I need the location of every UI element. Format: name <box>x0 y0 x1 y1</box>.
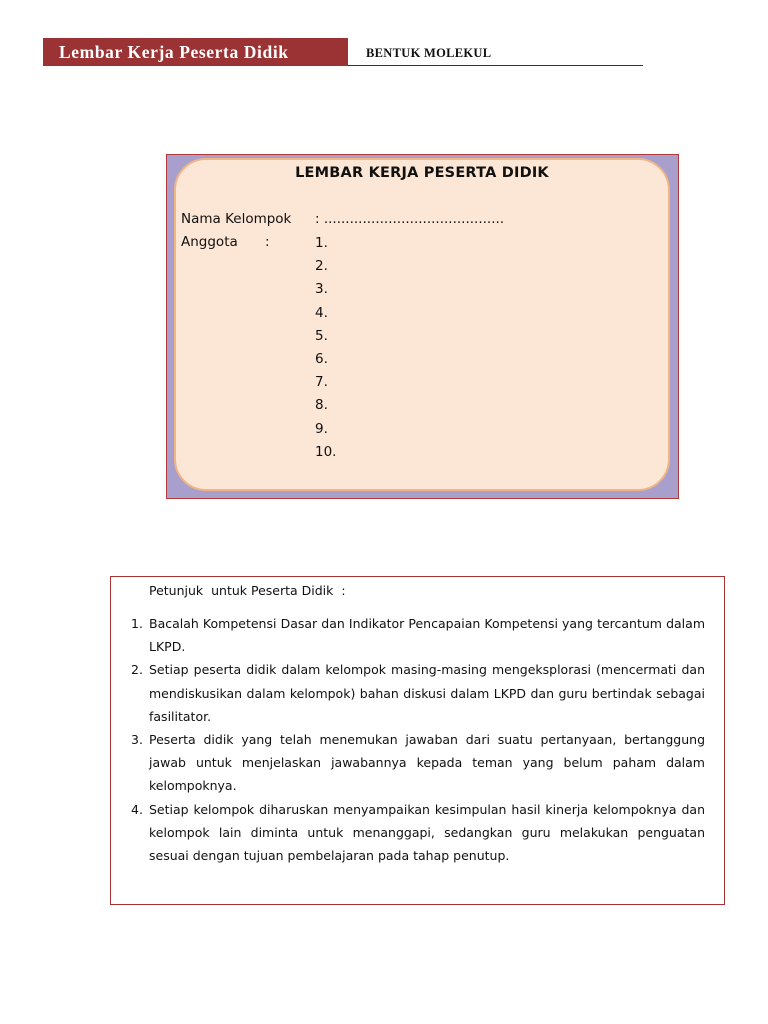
instruction-item <box>125 658 705 728</box>
instruction-number: 4. <box>131 801 143 817</box>
members-list <box>315 232 336 464</box>
header-underline <box>348 65 643 66</box>
members-colon: : <box>265 234 270 250</box>
worksheet-card-inner <box>174 158 670 491</box>
member-item: 6. <box>315 350 328 367</box>
member-item: 1. <box>315 235 328 251</box>
card-title: LEMBAR KERJA PESERTA DIDIK <box>295 165 549 181</box>
member-item: 9. <box>315 420 328 437</box>
member-item: 4. <box>315 304 328 321</box>
member-item: 10. <box>315 443 337 460</box>
group-name-field: : .......................................... <box>315 211 505 227</box>
instruction-text: Setiap kelompok diharuskan menyampaikan kesimpulan hasil kinerja kelompoknya dan kelompok lain diminta untuk menanggapi, sedangkan guru melakukan penguatan sesuai dengan tujuan pembelajaran pada tahap penutup. <box>149 801 705 864</box>
member-item: 7. <box>315 374 328 391</box>
instructions-list <box>125 612 705 867</box>
instruction-item <box>125 798 705 868</box>
instruction-text: Peserta didik yang telah menemukan jawaban dari suatu pertanyaan, bertanggung jawab untuk menjelaskan jawabannya kepada teman yang belum paham dalam kelompoknya. <box>149 732 705 794</box>
instructions-box <box>110 576 725 905</box>
instructions-heading: Petunjuk untuk Peserta Didik : <box>149 583 346 598</box>
instruction-item <box>125 728 705 798</box>
member-item: 8. <box>315 397 328 414</box>
subject-title: BENTUK MOLEKUL <box>366 46 492 60</box>
member-item: 3. <box>315 281 328 298</box>
members-label: Anggota <box>181 234 238 250</box>
instruction-number: 3. <box>131 732 143 748</box>
instruction-text: Setiap peserta didik dalam kelompok masing-masing mengeksplorasi (mencermati dan mendiskusikan dalam kelompok) bahan diskusi dalam LKPD dan guru bertindak sebagai fasilitator. <box>149 662 705 724</box>
worksheet-card <box>166 154 679 499</box>
document-title: Lembar Kerja Peserta Didik <box>59 42 289 62</box>
member-item: 5. <box>315 327 328 344</box>
instruction-number: 2. <box>131 662 143 678</box>
header-bar <box>43 38 348 66</box>
group-name-label: Nama Kelompok <box>181 211 292 227</box>
member-item: 2. <box>315 258 328 275</box>
instruction-item <box>125 612 705 658</box>
instruction-text: Bacalah Kompetensi Dasar dan Indikator Pencapaian Kompetensi yang tercantum dalam LKPD. <box>149 616 705 655</box>
instruction-number: 1. <box>131 616 143 631</box>
